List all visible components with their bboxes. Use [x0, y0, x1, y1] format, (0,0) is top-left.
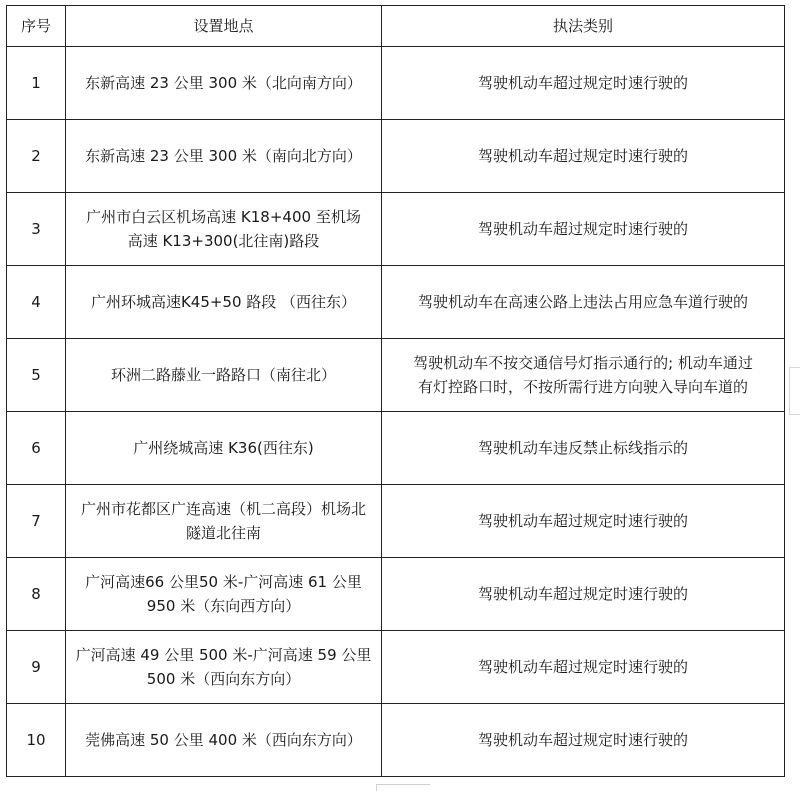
row-violation: [382, 631, 785, 704]
row-index: 1: [7, 47, 66, 120]
row-violation: [382, 558, 785, 631]
row-location: [66, 485, 382, 558]
row-violation: [382, 47, 785, 120]
row-violation-line: 驾驶机动车违反禁止标线指示的: [477, 439, 688, 457]
row-location-line: 广州市白云区机场高速 K18+400 至机场: [86, 208, 361, 226]
row-location: [66, 47, 382, 120]
row-violation: [382, 120, 785, 193]
table-row: [7, 339, 785, 412]
row-violation-line: 驾驶机动车超过规定时速行驶的: [477, 658, 688, 676]
table-row: [7, 47, 785, 120]
row-violation-line: 驾驶机动车超过规定时速行驶的: [477, 74, 688, 92]
header-violation: 执法类别: [382, 6, 785, 47]
row-location-line: 高速 K13+300(北往南)路段: [127, 232, 320, 250]
row-index: 7: [7, 485, 66, 558]
header-location: 设置地点: [66, 6, 382, 47]
row-location: [66, 266, 382, 339]
row-violation-line: 驾驶机动车超过规定时速行驶的: [477, 512, 688, 530]
table-row: [7, 631, 785, 704]
row-location-line: 东新高速 23 公里 300 米（南向北方向）: [85, 147, 362, 165]
row-violation-line: 驾驶机动车超过规定时速行驶的: [477, 220, 688, 238]
table-row: [7, 266, 785, 339]
row-index: 6: [7, 412, 66, 485]
row-violation-line: 驾驶机动车超过规定时速行驶的: [477, 147, 688, 165]
row-violation: [382, 412, 785, 485]
row-index: 4: [7, 266, 66, 339]
edge-scroll-fragment: [789, 367, 800, 415]
enforcement-location-table: [6, 5, 785, 777]
row-location-line: 环洲二路藤业一路路口（南往北）: [110, 366, 336, 384]
row-location-line: 广州绕城高速 K36(西往东): [133, 439, 314, 457]
row-location-line: 950 米（东向西方向）: [146, 597, 301, 615]
row-location-line: 500 米（西向东方向）: [146, 670, 301, 688]
row-index: 5: [7, 339, 66, 412]
row-location-line: 广州环城高速K45+50 路段 （西往东）: [90, 293, 357, 311]
table-row: [7, 704, 785, 777]
table-row: [7, 412, 785, 485]
row-violation: [382, 485, 785, 558]
row-index: 10: [7, 704, 66, 777]
table-row: [7, 558, 785, 631]
row-location-line: 东新高速 23 公里 300 米（北向南方向）: [85, 74, 362, 92]
row-location: [66, 193, 382, 266]
table-body: [7, 47, 785, 777]
row-violation-line: 驾驶机动车在高速公路上违法占用应急车道行驶的: [417, 293, 748, 311]
row-location-line: 广州市花都区广连高速（机二高段）机场北: [80, 500, 366, 518]
row-location-line: 莞佛高速 50 公里 400 米（西向东方向）: [85, 731, 362, 749]
row-violation-line: 驾驶机动车超过规定时速行驶的: [477, 585, 688, 603]
table-row: [7, 193, 785, 266]
row-location: [66, 412, 382, 485]
row-index: 2: [7, 120, 66, 193]
table-row: [7, 485, 785, 558]
row-violation: [382, 193, 785, 266]
header-index: 序号: [7, 6, 66, 47]
row-violation-line: 有灯控路口时，不按所需行进方向驶入导向车道的: [417, 378, 748, 396]
row-index: 9: [7, 631, 66, 704]
row-violation-line: 驾驶机动车不按交通信号灯指示通行的; 机动车通过: [413, 354, 753, 372]
bottom-edge-fragment: [376, 784, 430, 791]
row-location: [66, 631, 382, 704]
row-location-line: 隧道北往南: [185, 524, 261, 542]
row-location-line: 广河高速 49 公里 500 米-广河高速 59 公里: [75, 646, 372, 664]
table-row: [7, 120, 785, 193]
row-violation: [382, 339, 785, 412]
row-index: 3: [7, 193, 66, 266]
table-header-row: [7, 6, 785, 47]
row-index: 8: [7, 558, 66, 631]
row-location-line: 广河高速66 公里50 米-广河高速 61 公里: [85, 573, 362, 591]
row-violation-line: 驾驶机动车超过规定时速行驶的: [477, 731, 688, 749]
row-violation: [382, 704, 785, 777]
row-location: [66, 558, 382, 631]
row-location: [66, 339, 382, 412]
row-location: [66, 120, 382, 193]
row-location: [66, 704, 382, 777]
row-violation: [382, 266, 785, 339]
